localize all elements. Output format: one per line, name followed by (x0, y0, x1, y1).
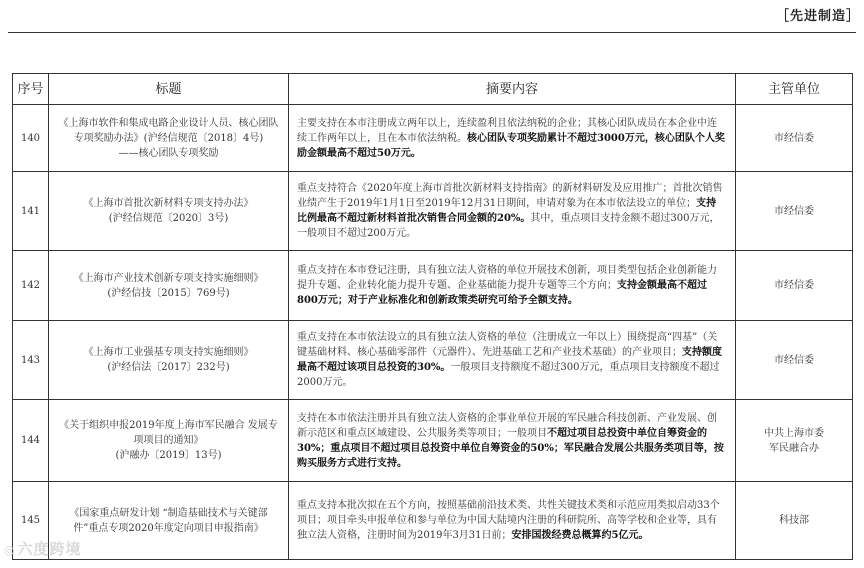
row-number: 145 (13, 482, 49, 560)
summary-segment: 重点支持符合《2020年度上海市首批次新材料支持指南》的新材料研发及应用推广；首批次销售业绩产生于2019年1月1日至2019年12月31日期间，申请对象为在本市依法设立的单位； (297, 183, 723, 209)
column-header-number: 序号 (13, 74, 49, 105)
department (736, 251, 853, 321)
table-header-row (13, 74, 853, 105)
department-line: 科技部 (779, 515, 809, 526)
department (736, 105, 853, 172)
summary-highlight: 核心团队专项奖励累计不超过3000万元，核心团队个人奖励金额最高不超过50万元。 (297, 132, 725, 159)
summary-segment: 其中，重点项目支持金额不超过300万元，一般项目不超过200万元。 (297, 213, 720, 239)
title-line: (沪经信技〔2015〕769号) (107, 287, 230, 299)
summary-text (289, 321, 736, 400)
row-number: 143 (13, 321, 49, 400)
summary-segment: 主要支持在本市注册成立两年以上，连续盈利且依法纳税的企业；其核心团队成员在本企业中连续工作两年以上，且在本市依法纳税。 (297, 117, 717, 144)
column-header-department: 主管单位 (736, 74, 853, 105)
summary-text (289, 105, 736, 172)
summary-segment: 重点支持本批次拟在五个方向，按照基础前沿技术类、共性关键技术类和示范应用类拟启动33个项目；项目牵头申报单位和参与单位为中国大陆境内注册的科研院所、高等学校和企业等，具有独立法人资格，注册时间为2019年3月31日前； (297, 500, 720, 541)
department-line: 市经信委 (774, 132, 814, 144)
summary-segment: 支持在本市依法注册并具有独立法人资格的企事业单位开展的军民融合科技创新、产业发展、创新示范区和重点区域建设、公共服务类等项目；一般项目 (297, 412, 717, 439)
row-number: 141 (13, 172, 49, 251)
summary-highlight: 安排国拨经费总概算约5亿元。 (511, 530, 649, 541)
department-line: 市经信委 (774, 205, 814, 217)
title-line: 《上海市工业强基专项支持实施细则》 (83, 347, 254, 358)
policy-title (49, 321, 289, 400)
department-line: 中共上海市委 (764, 427, 824, 439)
row-number: 140 (13, 105, 49, 172)
summary-highlight: 不超过项目总投资中单位自筹资金的30%；重点项目不超过项目总投资中单位自筹资金的50%；军民融合发展公共服务类项目等，按购买服务方式进行支持。 (297, 427, 724, 469)
column-header-title: 标题 (49, 74, 289, 105)
watermark (4, 538, 82, 559)
department (736, 400, 853, 482)
policy-title (49, 400, 289, 482)
title-line: 《国家重点研发计划 “制造基础技术与关键部件”重点专项2020年度定向项目申报指南》 (69, 507, 268, 534)
title-line: (沪经信规范〔2020〕3号) (108, 213, 229, 224)
header-rule (8, 32, 856, 33)
summary-text (289, 482, 736, 560)
title-line: 《上海市软件和集成电路企业设计人员、核心团队专项奖励办法》(沪经信规范〔2018〕4号) (58, 117, 279, 144)
title-line: ——核心团队专项奖励 (118, 147, 219, 159)
department-line: 市经信委 (774, 354, 814, 366)
department (736, 321, 853, 400)
watermark-logo-icon: ◎ (4, 543, 16, 557)
department-line: 市经信委 (774, 280, 814, 291)
policy-title (49, 251, 289, 321)
summary-segment: 一般项目支持额度不超过300万元，重点项目支持额度不超过2000万元。 (297, 362, 720, 388)
table-row (13, 251, 853, 321)
title-line: 《关于组织申报2019年度上海市军民融合 发展专项项目的通知》 (59, 420, 278, 446)
policy-table (12, 73, 853, 560)
title-line: (沪融办〔2019〕13号) (115, 450, 222, 461)
summary-highlight: 支持额度最高不超过该项目总投资的30%。 (297, 347, 722, 373)
table-row (13, 482, 853, 560)
title-line: 《上海市产业技术创新专项支持实施细则》 (73, 272, 264, 284)
summary-segment: 重点支持在本市登记注册，具有独立法人资格的单位开展技术创新，项目类型包括企业创新能力提升专题、企业转化能力提升专题、企业基础能力提升专题等三个方向； (297, 265, 717, 291)
department (736, 172, 853, 251)
summary-highlight: 支持金额最高不超过800万元；对于产业标准化和创新政策类研究可给予全额支持。 (297, 280, 707, 306)
watermark-text: 六度跨境 (17, 540, 82, 558)
table-row (13, 172, 853, 251)
policy-title (49, 105, 289, 172)
table-row (13, 105, 853, 172)
summary-text (289, 172, 736, 251)
summary-highlight: 支持比例最高不超过新材料首批次销售合同金额的20%。 (297, 198, 717, 224)
title-line: (沪经信法〔2017〕232号) (107, 362, 230, 373)
summary-segment: 重点支持在本市依法设立的具有独立法人资格的单位（注册成立一年以上）围绕提高“四基”（关键基础材料、核心基础零部件（元器件）、先进基础工艺和产业技术基础）的产业项目； (297, 332, 718, 358)
policy-title (49, 482, 289, 560)
policy-title (49, 172, 289, 251)
column-header-summary: 摘要内容 (289, 74, 736, 105)
section-tag: ［先进制造］ (775, 9, 860, 24)
department (736, 482, 853, 560)
summary-text (289, 251, 736, 321)
table-row (13, 400, 853, 482)
department-line: 军民融合办 (769, 442, 819, 454)
table-row (13, 321, 853, 400)
title-line: 《上海市首批次新材料专项支持办法》 (83, 198, 254, 209)
row-number: 142 (13, 251, 49, 321)
row-number: 144 (13, 400, 49, 482)
summary-text (289, 400, 736, 482)
